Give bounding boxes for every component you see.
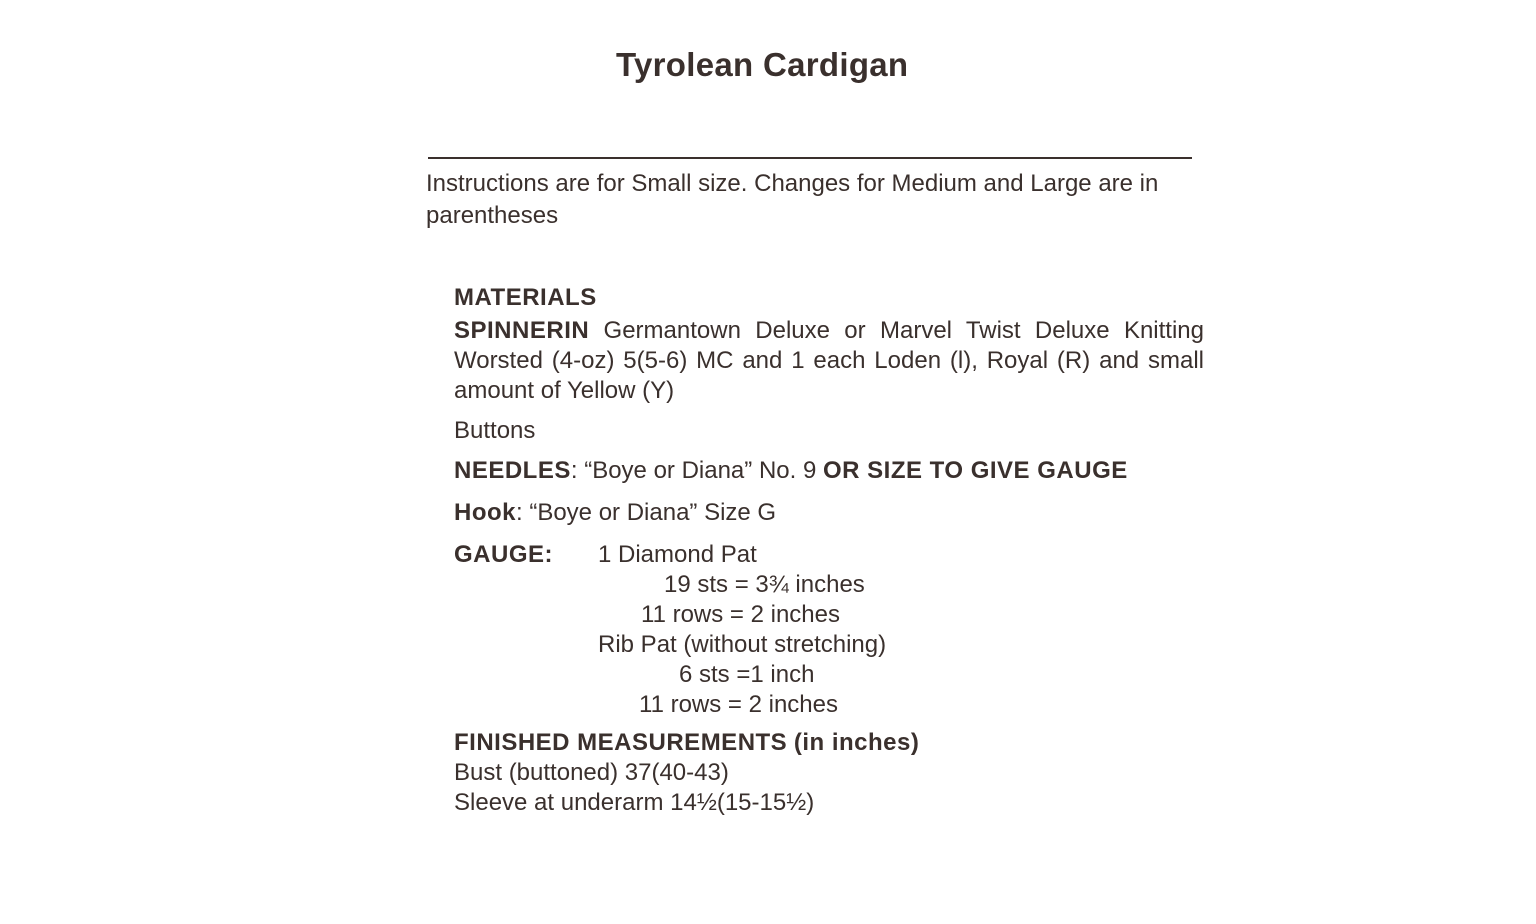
needles-text: “Boye or Diana” No. 9 — [577, 457, 823, 484]
page-title: Tyrolean Cardigan — [616, 46, 909, 83]
size-instructions: Instructions are for Small size. Changes for Medium and Large are in parentheses — [426, 170, 1159, 229]
hook-text: : “Boye or Diana” Size G — [516, 499, 777, 526]
gauge-line: 6 sts =1 inch — [679, 661, 815, 688]
gauge-line: 11 rows = 2 inches — [639, 691, 838, 718]
bust-measurement: Bust (buttoned) 37(40-43) — [454, 759, 729, 786]
finished-heading — [454, 728, 1204, 758]
materials-section — [454, 282, 1204, 818]
finished-measurements — [454, 728, 1204, 818]
yarn-text: Germantown Deluxe or Marvel Twist Deluxe Knitting Worsted (4-oz) 5(5-6) MC and 1 each Loden (l), Royal (R) and small amount of Yellow (Y) — [454, 317, 1204, 404]
needles-label: NEEDLES — [454, 457, 571, 484]
gauge-label: GAUGE: — [454, 541, 553, 568]
gauge-line: 1 Diamond Pat — [598, 541, 757, 568]
needles-colon: : — [570, 457, 578, 484]
gauge-line: 11 rows = 2 inches — [641, 601, 840, 628]
hook-label: Hook — [454, 499, 516, 526]
gauge-section — [454, 540, 1204, 720]
hook-line — [454, 498, 1204, 528]
needles-line — [454, 456, 1204, 486]
needles-emphasis: OR SIZE TO GIVE GAUGE — [822, 457, 1128, 484]
buttons-item: Buttons — [454, 417, 536, 444]
materials-heading: MATERIALS — [454, 284, 597, 311]
yarn-brand: SPINNERIN — [454, 317, 590, 344]
gauge-line: Rib Pat (without stretching) — [598, 631, 887, 658]
finished-heading-suffix: (in inches) — [793, 729, 920, 756]
finished-heading-main: FINISHED MEASUREMENTS — [454, 729, 788, 756]
title-divider — [428, 157, 1192, 159]
yarn-description — [454, 316, 1204, 406]
gauge-line: 19 sts = 3¾ inches — [664, 571, 865, 598]
sleeve-measurement: Sleeve at underarm 14½(15-15½) — [454, 789, 815, 816]
